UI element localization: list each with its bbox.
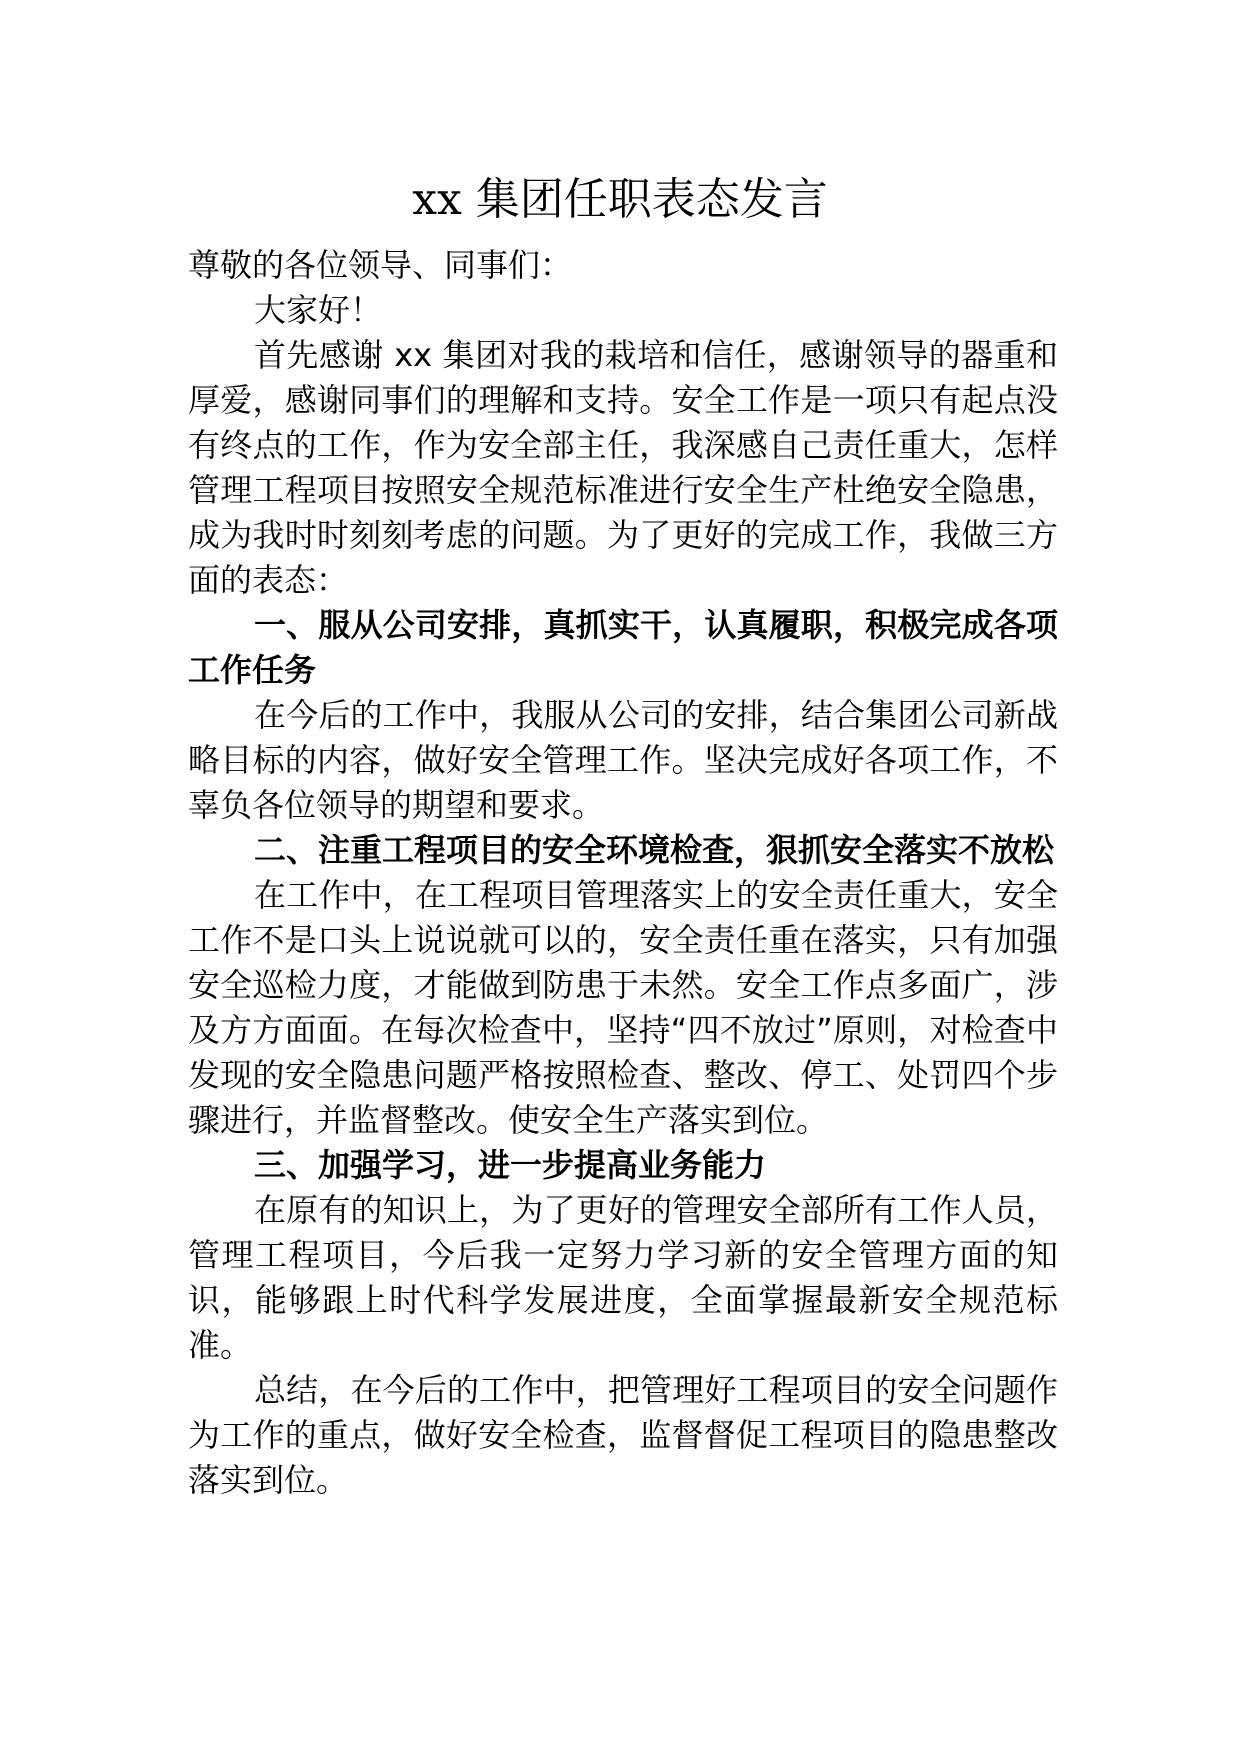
section-2-heading: 二、注重工程项目的安全环境检查，狠抓安全落实不放松 bbox=[254, 831, 1055, 869]
section-1-heading: 一、服从公司安排，真抓实干，认真履职，积极完成各项工作任务 bbox=[188, 606, 1058, 689]
document-body bbox=[188, 243, 1058, 1503]
section-2-paragraph: 在工作中，在工程项目管理落实上的安全责任重大，安全工作不是口头上说说就可以的，安全责任重在落实，只有加强安全巡检力度，才能做到防患于未然。安全工作点多面广，涉及方方面面。在每次检查中，坚持“四不放过”原则，对检查中发现的安全隐患问题严格按照检查、整改、停工、处罚四个步骤进行，并监督整改。使安全生产落实到位。 bbox=[188, 876, 1058, 1139]
intro-paragraph: 首先感谢 xx 集团对我的栽培和信任，感谢领导的器重和厚爱，感谢同事们的理解和支持。安全工作是一项只有起点没有终点的工作，作为安全部主任，我深感自己责任重大，怎样管理工程项目按照安全规范标准进行安全生产杜绝安全隐患，成为我时时刻刻考虑的问题。为了更好的完成工作，我做三方面的表态： bbox=[188, 336, 1058, 599]
section-3-heading: 三、加强学习，进一步提高业务能力 bbox=[254, 1146, 767, 1184]
salutation: 尊敬的各位领导、同事们： bbox=[188, 246, 573, 284]
section-3-paragraph: 在原有的知识上，为了更好的管理安全部所有工作人员，管理工程项目，今后我一定努力学习新的安全管理方面的知识，能够跟上时代科学发展进度，全面掌握最新安全规范标准。 bbox=[188, 1191, 1058, 1364]
section-1-paragraph: 在今后的工作中，我服从公司的安排，结合集团公司新战略目标的内容，做好安全管理工作。坚决完成好各项工作，不辜负各位领导的期望和要求。 bbox=[188, 696, 1058, 824]
document-title: xx 集团任职表态发言 bbox=[412, 174, 828, 225]
greeting: 大家好！ bbox=[254, 291, 383, 329]
conclusion-paragraph: 总结，在今后的工作中，把管理好工程项目的安全问题作为工作的重点，做好安全检查，监督督促工程项目的隐患整改落实到位。 bbox=[188, 1371, 1058, 1499]
